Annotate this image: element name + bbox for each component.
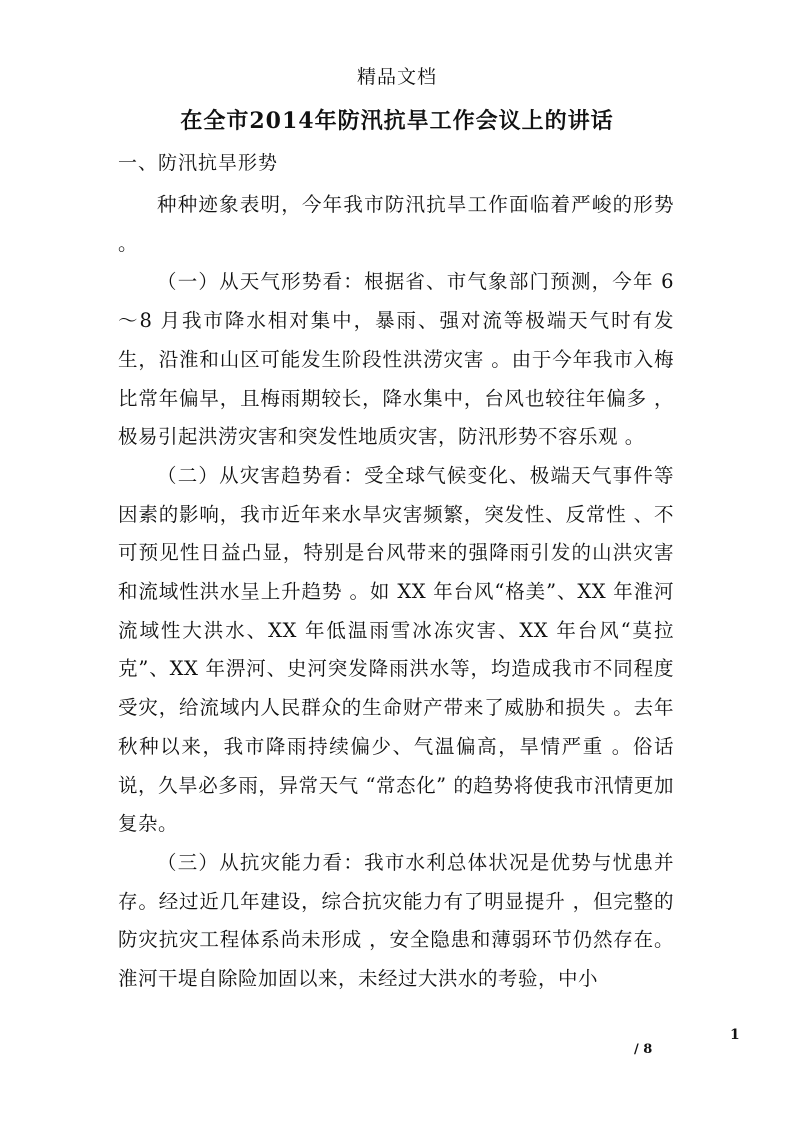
paragraph: 种种迹象表明，今年我市防汛抗旱工作面临着严峻的形势 。 bbox=[118, 193, 674, 255]
paragraph: （三）从抗灾能力看：我市水利总体状况是优势与忧患并存。经过近几年建设，综合抗灾能力有了明显提升 ，但完整的防灾抗灾工程体系尚未形成 ，安全隐患和薄弱环节仍然存在。淮河干堤自除险加固以来，未经过大洪水的考验，中小 bbox=[118, 850, 674, 991]
page-number: 1 bbox=[730, 1027, 740, 1043]
document-title: 在全市2014年防汛抗旱工作会议上的讲话 bbox=[180, 108, 614, 134]
page-count: / 8 bbox=[634, 1042, 653, 1057]
paragraph: （一）从天气形势看：根据省、市气象部门预测，今年 6～8 月我市降水相对集中，暴雨、强对流等极端天气时有发生，沿淮和山区可能发生阶段性洪涝灾害 。由于今年我市入梅比常年偏早，且梅雨期较长，降水集中，台风也较往年偏多 ，极易引起洪涝灾害和突发性地质灾害，防汛形势不容乐观 。 bbox=[118, 270, 674, 449]
page-header: 精品文档 bbox=[356, 66, 437, 88]
document-body bbox=[118, 186, 674, 999]
paragraph: （二）从灾害趋势看：受全球气候变化、极端天气事件等因素的影响，我市近年来水旱灾害频繁，突发性、反常性 、不可预见性日益凸显，特别是台风带来的强降雨引发的山洪灾害和流域性洪水呈上升趋势 。如 XX 年台风“格美”、XX 年淮河流域性大洪水、XX 年低温雨雪冰冻灾害、XX 年台风“莫拉克”、XX 年淠河、史河突发降雨洪水等，均造成我市不同程度受灾，给流域内人民群众的生命财产带来了威胁和损失 。去年秋种以来，我市降雨持续偏少、气温偏高，旱情严重 。俗话说，久旱必多雨，异常天气 “常态化” 的趋势将使我市汛情更加复杂。 bbox=[118, 463, 674, 836]
section-heading: 一、防汛抗旱形势 bbox=[118, 152, 279, 174]
